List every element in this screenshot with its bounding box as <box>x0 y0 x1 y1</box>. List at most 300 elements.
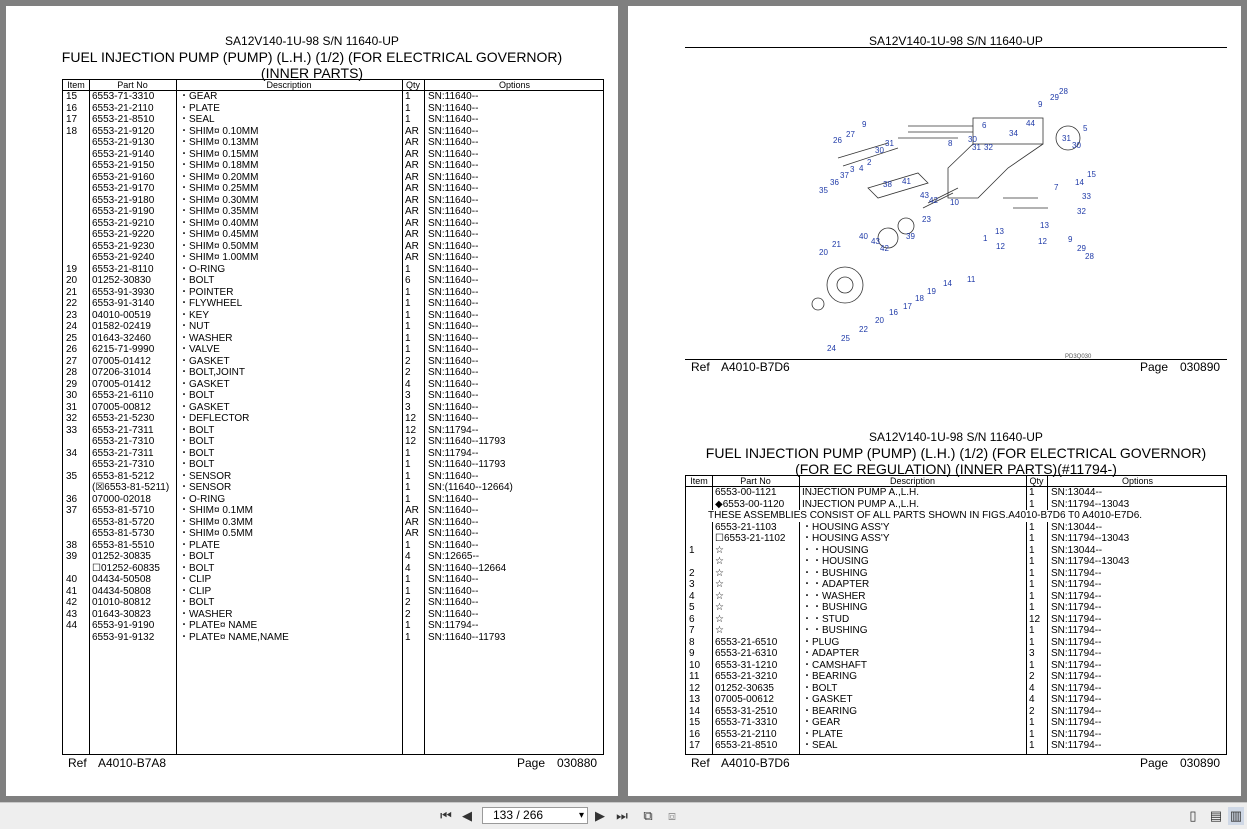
row-item: 4 <box>689 590 695 602</box>
row-qty: 1 <box>1029 533 1035 544</box>
row-qty: 1 <box>405 102 411 114</box>
table-row <box>63 597 603 609</box>
row-description: ・WASHER <box>179 608 233 620</box>
table-row <box>63 448 603 460</box>
diagram-callout: 20 <box>819 248 828 257</box>
row-part-no: 04434-50508 <box>92 574 151 585</box>
row-qty: AR <box>405 206 419 217</box>
diagram-callout: 9 <box>1038 100 1043 109</box>
row-options: SN:11640-- <box>428 137 479 148</box>
row-qty: 3 <box>405 390 411 401</box>
left-page <box>6 6 618 796</box>
row-part-no: 01252-30635 <box>715 682 774 694</box>
row-description: ・BOLT <box>802 682 838 694</box>
row-part-no: 6553-81-5730 <box>92 528 155 539</box>
row-qty: 4 <box>1029 682 1035 694</box>
row-description: ・SHIM¤ 0.1MM <box>179 505 253 516</box>
row-qty: AR <box>405 137 419 148</box>
row-item: 6 <box>689 613 695 625</box>
row-description: ・SEAL <box>802 740 838 751</box>
row-description: ・ADAPTER <box>802 648 860 659</box>
row-item: 5 <box>689 602 695 613</box>
row-qty: 1 <box>405 585 411 597</box>
diagram-fuel-lines <box>898 126 973 138</box>
row-options: SN:11640-- <box>428 401 479 413</box>
row-part-no: 07005-01412 <box>92 355 151 367</box>
table-row <box>686 625 1226 637</box>
row-part-no: 6553-21-9220 <box>92 229 155 240</box>
row-part-no: ☆ <box>715 613 724 625</box>
row-options: SN:11640-- <box>428 102 479 114</box>
table-row <box>686 706 1226 718</box>
row-options: SN:11794-- <box>1051 740 1102 751</box>
diagram-callout: 15 <box>1087 170 1096 179</box>
diagram-callout: 30 <box>875 146 884 155</box>
table-row <box>686 591 1226 603</box>
row-part-no: 6553-21-9150 <box>92 160 155 171</box>
row-qty: 1 <box>1029 544 1035 556</box>
row-item: 25 <box>66 332 78 344</box>
table-row <box>63 252 603 264</box>
diagram-page-label: Page <box>1140 360 1169 374</box>
fit-width-icon[interactable]: ⧈ <box>667 808 677 823</box>
row-part-no: 6553-21-7310 <box>92 459 155 470</box>
row-options: SN:11640-- <box>428 470 479 482</box>
row-part-no: ☐01252-60835 <box>92 562 160 574</box>
table-page-number: 030890 <box>1180 756 1221 770</box>
row-part-no: 6553-21-6110 <box>92 390 154 401</box>
row-options: SN:11640-- <box>428 183 479 194</box>
diagram-callout: 29 <box>1050 93 1059 102</box>
row-item: 35 <box>66 470 78 482</box>
row-item: 22 <box>66 298 78 309</box>
row-description: ・NUT <box>179 321 210 332</box>
table-row <box>63 551 603 563</box>
table-row <box>63 321 603 333</box>
table-row <box>686 522 1226 534</box>
row-qty: 4 <box>1029 694 1035 705</box>
row-options: SN:11640-- <box>428 344 479 355</box>
fit-page-icon[interactable]: ⧉ <box>643 808 653 823</box>
table-row <box>686 660 1226 672</box>
table-row <box>63 287 603 299</box>
row-options: SN:11640-- <box>428 194 479 206</box>
row-part-no: 6215-71-9990 <box>92 344 155 355</box>
row-item: 11 <box>689 671 700 682</box>
table-ref-value: A4010-B7D6 <box>721 756 790 770</box>
row-qty: 1 <box>405 286 411 298</box>
row-qty: 1 <box>405 482 411 493</box>
table-row <box>63 172 603 184</box>
diagram-callout: 42 <box>929 196 938 205</box>
row-qty: 1 <box>1029 602 1035 613</box>
row-description: ・・BUSHING <box>802 625 868 636</box>
row-part-no: 6553-71-3310 <box>92 91 155 102</box>
row-part-no: 07005-00812 <box>92 401 151 413</box>
exploded-parts-diagram <box>628 48 1241 360</box>
row-description: ・BEARING <box>802 671 858 682</box>
row-options: SN:11640-- <box>428 206 479 217</box>
row-description: ・BOLT <box>179 551 215 562</box>
row-description: ・GASKET <box>179 378 230 390</box>
row-options: SN:11794-- <box>1051 694 1102 705</box>
row-description: ・BOLT <box>179 459 215 470</box>
row-part-no: 6553-21-5230 <box>92 413 155 424</box>
diagram-callout: 13 <box>1040 221 1049 230</box>
row-options: SN:11794-- <box>1051 648 1102 659</box>
row-options: SN:11794--13043 <box>1051 533 1130 544</box>
row-part-no: 01010-80812 <box>92 597 151 608</box>
right-parts-table <box>685 475 1227 755</box>
row-qty: 2 <box>1029 705 1035 717</box>
row-options: SN:11640--11793 <box>428 459 506 470</box>
next-page-icon[interactable]: ▶ <box>595 808 605 823</box>
row-item: 26 <box>66 344 78 355</box>
row-options: SN:11794-- <box>428 424 479 436</box>
row-options: SN:11640-- <box>428 160 479 171</box>
row-qty: AR <box>405 194 419 206</box>
rt-col-options-header: Options <box>1121 476 1154 486</box>
row-qty: AR <box>405 148 419 160</box>
row-qty: 1 <box>405 631 411 643</box>
row-item: 42 <box>66 597 78 608</box>
row-qty: 1 <box>405 332 411 344</box>
diagram-callout: 12 <box>996 242 1005 251</box>
row-description: ・PLATE¤ NAME <box>179 620 258 631</box>
diagram-callout: 39 <box>906 232 915 241</box>
row-item: 31 <box>66 401 78 413</box>
table-row <box>686 729 1226 741</box>
row-qty: 1 <box>1029 521 1035 533</box>
diagram-callout: 31 <box>972 143 981 152</box>
row-item: 16 <box>66 102 78 114</box>
row-description: ・GEAR <box>802 717 841 728</box>
row-item: 23 <box>66 309 78 321</box>
row-options: SN:11640-- <box>428 390 479 401</box>
assembly-note: THESE ASSEMBLIES CONSIST OF ALL PARTS SHOWN IN FIGS.A4010-B7D6 T0 A4010-E7D6. <box>708 510 1143 521</box>
row-options: SN:11640-- <box>428 148 479 160</box>
row-options: SN:11794-- <box>1051 659 1102 671</box>
row-item: 40 <box>66 574 78 585</box>
diagram-page-number: 030890 <box>1180 360 1221 374</box>
row-options: SN:11640-- <box>428 528 479 539</box>
table-row <box>686 694 1226 706</box>
row-options: SN:11640--11793 <box>428 631 506 643</box>
diagram-callout: 28 <box>1085 252 1094 261</box>
row-part-no: 6553-21-9160 <box>92 171 155 183</box>
left-title-line1: FUEL INJECTION PUMP (PUMP) (L.H.) (1/2) (FOR ELECTRICAL GOVERNOR) <box>61 49 563 65</box>
table-row <box>63 494 603 506</box>
row-options: SN:(11640--12664) <box>428 482 513 493</box>
row-description: ・SHIM¤ 0.20MM <box>179 171 259 183</box>
table-row <box>686 579 1226 591</box>
row-part-no: 01643-32460 <box>92 332 151 344</box>
row-part-no: ☆ <box>715 556 724 567</box>
row-item: 44 <box>66 620 78 631</box>
row-description: ・SHIM¤ 0.13MM <box>179 137 259 148</box>
row-description: ・SHIM¤ 0.25MM <box>179 183 259 194</box>
row-options: SN:11794--13043 <box>1051 498 1130 510</box>
row-qty: AR <box>405 171 419 183</box>
row-qty: 2 <box>405 367 411 378</box>
row-part-no: 6553-71-3310 <box>715 717 778 728</box>
row-qty: 4 <box>405 378 411 390</box>
row-qty: AR <box>405 217 419 229</box>
row-options: SN:11640-- <box>428 413 479 424</box>
row-part-no: 6553-21-9140 <box>92 148 155 160</box>
row-description: ・SEAL <box>179 114 215 125</box>
col-description-header: Description <box>266 80 312 90</box>
table-row <box>63 390 603 402</box>
row-qty: 2 <box>405 608 411 620</box>
diagram-bolts <box>1003 198 1048 208</box>
row-options: SN:11794-- <box>428 447 479 459</box>
diagram-callout: 21 <box>832 240 841 249</box>
row-options: SN:11640-- <box>428 91 479 102</box>
row-description: ・O-RING <box>179 493 226 505</box>
row-description: ・SENSOR <box>179 470 232 482</box>
row-part-no: 07005-00612 <box>715 694 774 705</box>
diagram-callout: 12 <box>1038 237 1047 246</box>
row-qty: 6 <box>405 275 411 286</box>
diagram-callout: 30 <box>1072 141 1081 150</box>
row-options: SN:11640-- <box>428 217 479 229</box>
table-row <box>63 264 603 276</box>
row-qty: AR <box>405 183 419 194</box>
facing-view-icon[interactable]: ▥ <box>1229 808 1243 823</box>
row-part-no: 6553-21-9130 <box>92 137 155 148</box>
row-item: 13 <box>689 694 701 705</box>
row-qty: 1 <box>405 321 411 332</box>
diagram-callout: 25 <box>841 334 850 343</box>
row-qty: AR <box>405 229 419 240</box>
viewer-toolbar <box>0 802 1247 829</box>
table-row <box>63 471 603 483</box>
col-options-header: Options <box>498 80 531 90</box>
row-qty: 4 <box>405 562 411 574</box>
table-row <box>63 402 603 414</box>
row-part-no: 6553-21-9170 <box>92 183 155 194</box>
row-part-no: 6553-81-5510 <box>92 539 155 551</box>
table-row <box>686 499 1226 511</box>
row-options: SN:11640-- <box>428 298 479 309</box>
diagram-callout: 42 <box>880 244 889 253</box>
row-options: SN:11794-- <box>1051 613 1102 625</box>
row-options: SN:11794-- <box>1051 625 1102 636</box>
diagram-callout: 23 <box>922 215 931 224</box>
row-description: ・PLATE <box>179 539 220 551</box>
row-part-no: 6553-21-7310 <box>92 436 155 447</box>
table-row <box>63 517 603 529</box>
row-qty: 1 <box>1029 498 1035 510</box>
diagram-deflector <box>868 173 928 198</box>
table-row <box>63 620 603 632</box>
table-row <box>63 540 603 552</box>
row-options: SN:12665-- <box>428 551 480 562</box>
continuous-view-icon[interactable]: ▤ <box>1209 808 1223 823</box>
page-number-field[interactable] <box>482 807 588 824</box>
row-part-no: 04010-00519 <box>92 309 151 321</box>
row-options: SN:13044-- <box>1051 487 1103 498</box>
diagram-nut <box>812 298 824 310</box>
row-options: SN:11794-- <box>428 620 479 631</box>
row-qty: AR <box>405 505 419 516</box>
row-description: INJECTION PUMP A.,L.H. <box>802 498 920 510</box>
table-row <box>63 195 603 207</box>
diagram-callout: 32 <box>1077 207 1086 216</box>
diagram-callout: 8 <box>948 139 953 148</box>
diagram-callout: 29 <box>1077 244 1086 253</box>
row-qty: 1 <box>405 447 411 459</box>
single-page-view-icon[interactable]: ▯ <box>1189 808 1197 823</box>
row-item: 17 <box>66 114 78 125</box>
diagram-callout: 27 <box>846 130 855 139</box>
diagram-callout: 3 <box>850 165 855 174</box>
table-row <box>63 183 603 195</box>
last-page-icon[interactable]: ⏭ <box>616 808 628 823</box>
prev-page-icon[interactable]: ◀ <box>462 808 472 823</box>
left-title-line2: (INNER PARTS) <box>260 65 364 81</box>
row-options: SN:11794-- <box>1051 567 1102 579</box>
row-part-no: 04434-50808 <box>92 585 151 597</box>
row-description: ・HOUSING ASS'Y <box>802 533 890 544</box>
row-part-no: 6553-31-1210 <box>715 659 778 671</box>
left-model-header: SA12V140-1U-98 S/N 11640-UP <box>225 34 399 48</box>
dropdown-arrow-icon[interactable]: ▾ <box>578 810 584 821</box>
table-row <box>63 344 603 356</box>
table-row <box>63 413 603 425</box>
diagram-flywheel <box>827 267 863 303</box>
row-qty: 2 <box>405 355 411 367</box>
page-indicator: 133 / 266 <box>493 808 544 822</box>
left-parts-table <box>62 79 604 755</box>
row-item: 7 <box>689 625 695 636</box>
row-qty: 1 <box>405 344 411 355</box>
row-options: SN:11640-- <box>428 355 479 367</box>
diagram-callout: 26 <box>833 136 842 145</box>
table-row <box>63 229 603 241</box>
diagram-callout: 24 <box>827 344 836 353</box>
table-row <box>686 487 1226 499</box>
row-options: SN:13044-- <box>1051 544 1103 556</box>
row-qty: 12 <box>405 436 417 447</box>
row-description: ・DEFLECTOR <box>179 413 250 424</box>
row-qty: 1 <box>1029 590 1035 602</box>
first-page-icon[interactable]: ⏮ <box>440 808 452 823</box>
row-qty: 1 <box>1029 556 1035 567</box>
left-page-label: Page <box>517 756 546 770</box>
row-qty: 1 <box>1029 717 1035 728</box>
row-options: SN:11794-- <box>1051 579 1102 590</box>
row-description: ・BEARING <box>802 705 858 717</box>
row-item: 33 <box>66 424 78 436</box>
row-part-no: 6553-91-9190 <box>92 620 155 631</box>
row-qty: 1 <box>405 309 411 321</box>
row-qty: AR <box>405 125 419 137</box>
row-options: SN:13044-- <box>1051 521 1103 533</box>
row-qty: 3 <box>405 401 411 413</box>
table-row <box>686 533 1226 545</box>
row-options: SN:11640-- <box>428 378 479 390</box>
diagram-callout: 37 <box>840 171 849 180</box>
row-item: 27 <box>66 355 78 367</box>
row-part-no: 01252-30830 <box>92 275 151 286</box>
table-row <box>63 103 603 115</box>
row-item: 19 <box>66 263 78 275</box>
row-description: ・GASKET <box>802 694 853 705</box>
row-options: SN:11640-- <box>428 286 479 298</box>
row-description: ・・ADAPTER <box>802 579 870 590</box>
row-options: SN:11794-- <box>1051 671 1102 682</box>
row-qty: 1 <box>405 114 411 125</box>
row-description: ・・HOUSING <box>802 544 869 556</box>
row-part-no: 6553-21-7311 <box>92 447 154 459</box>
row-part-no: 6553-21-7311 <box>92 424 154 436</box>
row-description: ・・HOUSING <box>802 556 869 567</box>
row-part-no: 6553-21-8510 <box>715 740 778 751</box>
table-row <box>686 568 1226 580</box>
diagram-callout: 41 <box>902 177 911 186</box>
row-options: SN:11640-- <box>428 125 479 137</box>
row-description: ・BOLT <box>179 562 215 574</box>
table-row <box>63 126 603 138</box>
row-options: SN:11640-- <box>428 229 479 240</box>
row-description: ・BOLT,JOINT <box>179 367 245 378</box>
table-row <box>686 545 1226 557</box>
row-description: ・SENSOR <box>179 482 232 493</box>
diagram-callout: 31 <box>885 139 894 148</box>
table-page-label: Page <box>1140 756 1169 770</box>
row-item: 3 <box>689 579 695 590</box>
table-row <box>63 206 603 218</box>
row-item: 12 <box>689 682 701 694</box>
row-qty: 1 <box>405 459 411 470</box>
row-part-no: ☆ <box>715 544 724 556</box>
row-description: ・PLATE¤ NAME,NAME <box>179 631 289 643</box>
row-qty: 1 <box>405 263 411 275</box>
diagram-callout: 14 <box>1075 178 1084 187</box>
row-item: 28 <box>66 367 78 378</box>
row-item: 2 <box>689 567 695 579</box>
row-part-no: 6553-91-3140 <box>92 298 155 309</box>
row-item: 38 <box>66 539 78 551</box>
table-row <box>63 505 603 517</box>
table-row <box>63 528 603 540</box>
row-part-no: 6553-31-2510 <box>715 705 778 717</box>
diagram-callout: 34 <box>1009 129 1018 138</box>
row-description: ・BOLT <box>179 390 215 401</box>
diagram-callout: 44 <box>1026 119 1035 128</box>
row-qty: 1 <box>405 470 411 482</box>
row-description: ・WASHER <box>179 332 233 344</box>
row-description: ・PLATE <box>179 102 220 114</box>
diagram-pump-body <box>948 144 1043 198</box>
row-description: ・SHIM¤ 0.30MM <box>179 194 259 206</box>
row-part-no: 6553-21-9120 <box>92 125 155 137</box>
table-row <box>63 379 603 391</box>
row-options: SN:11794-- <box>1051 705 1102 717</box>
row-options: SN:11640-- <box>428 114 479 125</box>
row-qty: AR <box>405 528 419 539</box>
row-description: ・SHIM¤ 0.50MM <box>179 240 259 252</box>
row-part-no: 6553-21-8510 <box>92 114 155 125</box>
row-description: ・BOLT <box>179 436 215 447</box>
row-qty: 1 <box>1029 487 1035 498</box>
row-part-no: ☆ <box>715 567 724 579</box>
row-options: SN:11640-- <box>428 252 479 263</box>
row-part-no: 6553-21-8110 <box>92 263 154 275</box>
row-options: SN:11794-- <box>1051 590 1102 602</box>
